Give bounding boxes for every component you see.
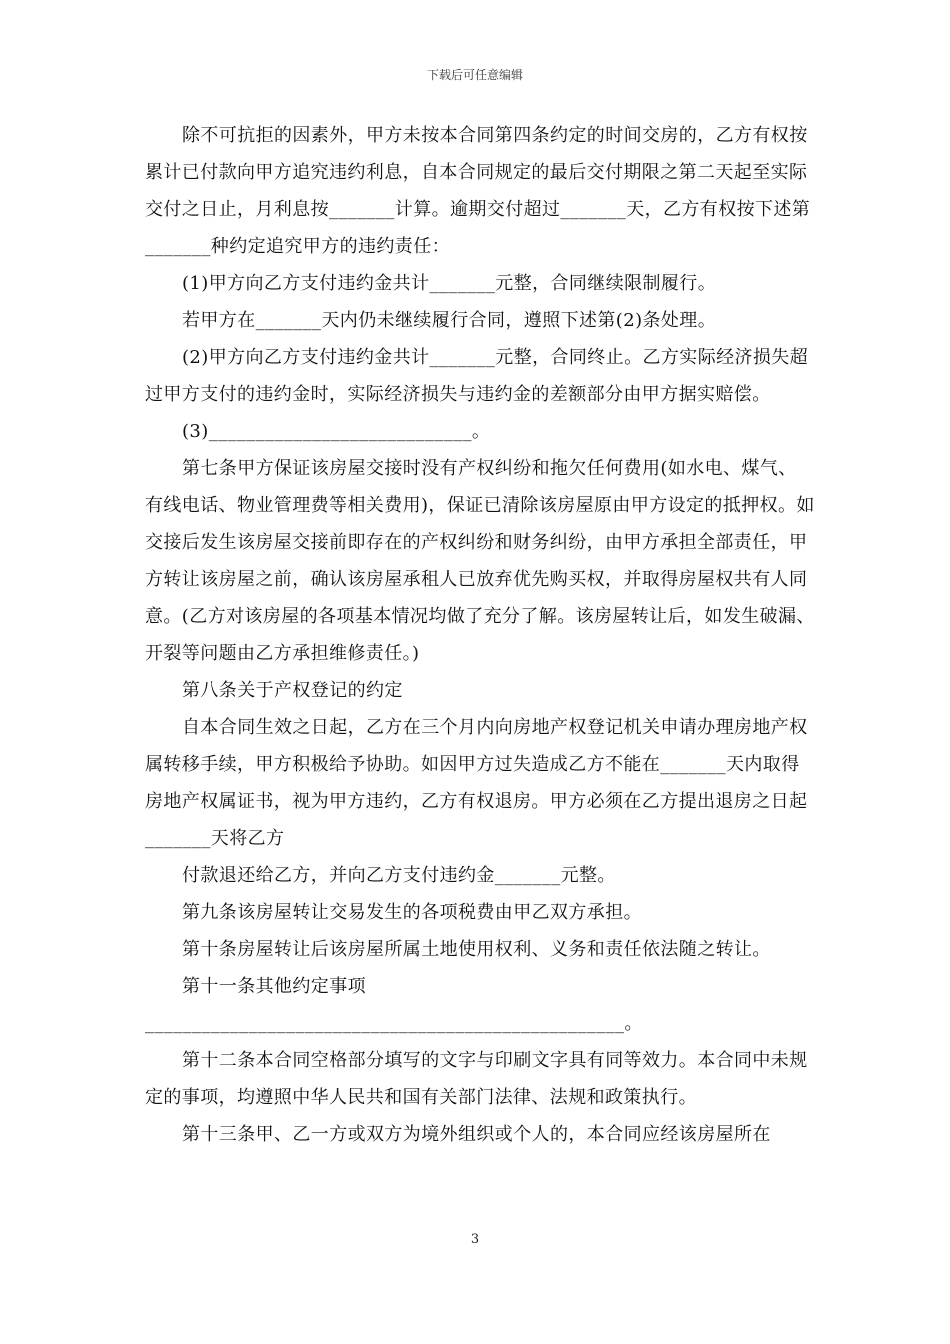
paragraph-option-2: (2)甲方向乙方支付违约金共计_______元整，合同终止。乙方实际经济损失超过甲方支付的违约金时，实际经济损失与违约金的差额部分由甲方据实赔偿。 (145, 347, 809, 405)
paragraph-article-8-refund: 付款退还给乙方，并向乙方支付违约金_______元整。 (182, 865, 616, 886)
paragraph-article-8-body: 自本合同生效之日起，乙方在三个月内向房地产权登记机关申请办理房地产权属转移手续，甲方积极给予协助。如因甲方过失造成乙方不能在_______天内取得房地产权属证书，视为甲方违约，乙方有权退房。甲方必须在乙方提出退房之日起_______天将乙方 (145, 717, 808, 849)
page-number: 3 (470, 1232, 480, 1247)
paragraph-article-13: 第十三条甲、乙一方或双方为境外组织或个人的，本合同应经该房屋所在 (182, 1124, 771, 1145)
paragraph-article-12: 第十二条本合同空格部分填写的文字与印刷文字具有同等效力。本合同中未规定的事项，均遵照中华人民共和国有关部门法律、法规和政策执行。 (145, 1050, 808, 1108)
paragraph-option-1: (1)甲方向乙方支付违约金共计_______元整，合同继续限制履行。 (182, 273, 717, 294)
paragraph-article-9: 第九条该房屋转让交易发生的各项税费由甲乙双方承担。 (182, 902, 642, 923)
paragraph-article-11: 第十一条其他约定事项___________________________________________________。 (145, 976, 643, 1034)
page-header-note: 下载后可任意编辑 (426, 68, 523, 82)
paragraph-article-8-title: 第八条关于产权登记的约定 (182, 680, 403, 701)
paragraph-option-3: (3)____________________________。 (182, 421, 491, 442)
paragraph-article-7: 第七条甲方保证该房屋交接时没有产权纠纷和拖欠任何费用(如水电、煤气、有线电话、物业管理费等相关费用)，保证已清除该房屋原由甲方设定的抵押权。如交接后发生该房屋交接前即存在的产权纠纷和财务纠纷，由甲方承担全部责任，甲方转让该房屋之前，确认该房屋承租人已放弃优先购买权，并取得房屋权共有人同意。(乙方对该房屋的各项基本情况均做了充分了解。该房屋转让后，如发生破漏、开裂等问题由乙方承担维修责任。) (145, 458, 815, 664)
paragraph-article-10: 第十条房屋转让后该房屋所属土地使用权利、义务和责任依法随之转让。 (182, 939, 771, 960)
paragraph-delay-penalty: 除不可抗拒的因素外，甲方未按本合同第四条约定的时间交房的，乙方有权按累计已付款向甲方追究违约利息，自本合同规定的最后交付期限之第二天起至实际交付之日止，月利息按_______计算。逾期交付超过_______天，乙方有权按下述第_______种约定追究甲方的违约责任： (145, 125, 811, 257)
document-body (145, 117, 815, 1153)
paragraph-option-1-followup: 若甲方在_______天内仍未继续履行合同，遵照下述第(2)条处理。 (182, 310, 717, 331)
